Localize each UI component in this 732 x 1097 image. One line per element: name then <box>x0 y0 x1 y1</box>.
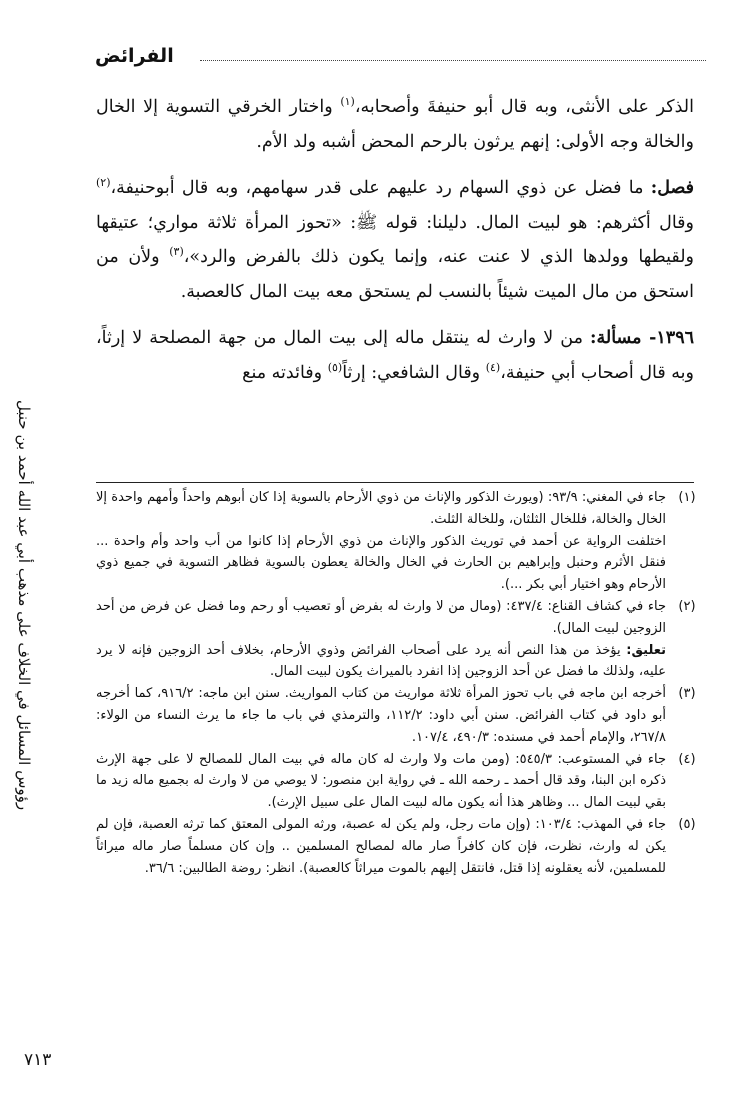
footnote-2-text: جاء في كشاف القناع: ٤٣٧/٤: (ومال من لا وارث له بفرض أو تعصيب أو رحم وما فضل عن فرض من أحد الزوجين لبيت المال). <box>96 598 666 636</box>
taliq-text: يؤخذ من هذا النص أنه يرد على أصحاب الفرائض وذوي الأرحام، بخلاف أحد الزوجين فإنه لا يرد عليه، ولذلك ما فضل عن أحد الزوجين إذا انفرد بالميراث يكون لبيت المال. <box>96 642 666 680</box>
page-number: ٧١٣ <box>24 1050 52 1070</box>
footnote-4 <box>96 749 704 814</box>
taliq-label: تعليق: <box>626 642 666 658</box>
footnote-4-text: جاء في المستوعب: ٥٤٥/٣: (ومن مات ولا وارث له كان ماله في بيت المال للمصالح لا على جهة الإرث ذكره ابن البنا، وقد قال أحمد ـ رحمه الله ـ في رواية ابن منصور: لا يوصي من لا وارث له بجميع ماله زيد ما بقي لبيت المال ... وظاهر هذا أنه يكون ماله لبيت المال على سبيل الإرث). <box>96 751 666 811</box>
footnote-4-number: (٤) <box>678 751 696 767</box>
masala-number: ١٣٩٦- <box>649 328 694 348</box>
fasl-label: فصل: <box>650 178 694 198</box>
footnote-ref-2[interactable]: (٢) <box>96 176 111 190</box>
footnote-5-text: جاء في المهذب: ١٠٣/٤: (وإن مات رجل، ولم يكن له عصبة، ورثه المولى المعتق كما ترثه العصبة، فإن لم يكن له وارث، نظرت، فإن كان كافراً صار ماله لمصالح المسلمين .. وإن كان مسلماً صار ماله ميراثاً للمسلمين، لأنه يعقلونه إذا قتل، فانتقل إليهم بالموت ميراثاً كالعصبة). انظر: روضة الطالبين: ٣٦/٦. <box>96 816 666 876</box>
paragraph-continuation <box>96 90 694 159</box>
fasl-paragraph <box>96 171 694 309</box>
footnote-1-text: جاء في المغني: ٩٣/٩: (ويورث الذكور والإناث من ذوي الأرحام بالسوية إذا كان أبوهم واحداً وأمهم واحدة إلا الخال والخالة، فللخال الثلثان، وللخالة الثلث. <box>96 490 666 527</box>
masala-text-c: وفائدته منع <box>242 362 328 383</box>
masala-text-b: وقال الشافعي: إرثاً <box>342 362 486 383</box>
footnote-1-number: (١) <box>678 490 696 505</box>
fasl-text-c: ولأن من استحق من مال الميت شيئاً بالنسب لم يستحق معه بيت المال كالعصبة. <box>96 247 694 302</box>
footnote-1-continuation: اختلفت الرواية عن أحمد في توريث الذكور والإناث من ذوي الأرحام إذا كانوا من أب واحد وأم واحدة ... فنقل الأثرم وحنبل وإبراهيم بن الحارث في الخال والخالة يعطون بالسوية فظاهر التسوية في جميع ذوي الأرحام وهو اختيار أبي بكر ...). <box>96 533 666 593</box>
footnote-ref-3[interactable]: (٣) <box>169 245 184 259</box>
footnote-separator <box>96 482 694 483</box>
footnote-5-number: (٥) <box>678 816 696 832</box>
footnote-1 <box>96 487 704 531</box>
footnote-2 <box>96 596 704 640</box>
fasl-text-b: وقال أكثرهم: هو لبيت المال. دليلنا: قوله ﷺ: «تحوز المرأة ثلاثة مواري؛ عتيقها ولقيطها وولدها الذي لا عنت عنه، وإنما يكون ذلك بالفرض والرد»، <box>96 212 695 267</box>
masala-text-a: من لا وارث له ينتقل ماله إلى بيت المال من جهة المصلحة لا إرثاً، وبه قال أصحاب أبي حنيفة، <box>96 328 694 383</box>
footnote-ref-5[interactable]: (٥) <box>327 360 343 374</box>
page-header-title: الفرائض <box>95 45 174 67</box>
taliq-comment <box>96 640 704 684</box>
footnote-2-number: (٢) <box>678 598 696 614</box>
footnote-ref-1[interactable]: (١) <box>340 95 355 109</box>
footnote-3-text: أخرجه ابن ماجه في باب تحوز المرأة ثلاثة مواريث من كتاب المواريث. سنن ابن ماجه: ٩١٦/٢، كما أخرجه أبو داود في كتاب الفرائض. سنن أبي داود: ١١٢/٢، والترمذي في باب ما جاء ما يرث النساء من الولاء: ٢٦٧/٨، والإمام أحمد في مسنده: ٤٩٠/٣، ١٠٧/٤. <box>96 686 666 745</box>
footnote-3 <box>96 683 704 748</box>
side-running-title: رؤوس المسائل في الخلاف على مذهب أبي عبد الله أحمد بن حنبل <box>15 399 33 810</box>
p1-text-a: الذكر على الأنثى، وبه قال أبو حنيفةَ وأصحابه، <box>354 97 695 117</box>
masala-paragraph <box>96 321 694 390</box>
footnote-5 <box>96 814 704 879</box>
fasl-text-a: ما فضل عن ذوي السهام رد عليهم على قدر سهامهم، وبه قال أبوحنيفة، <box>110 178 651 198</box>
header-rule <box>200 60 706 61</box>
footnote-ref-4[interactable]: (٤) <box>485 360 501 374</box>
footnotes <box>96 487 704 879</box>
masala-label: مسألة: <box>590 328 650 348</box>
footnote-3-number: (٣) <box>678 686 696 702</box>
main-text <box>96 90 694 390</box>
p1-text-b: واختار الخرقي التسوية إلا الخال والخالة وجه الأولى: إنهم يرثون بالرحم المحض أشبه ولد الأم. <box>96 97 694 152</box>
